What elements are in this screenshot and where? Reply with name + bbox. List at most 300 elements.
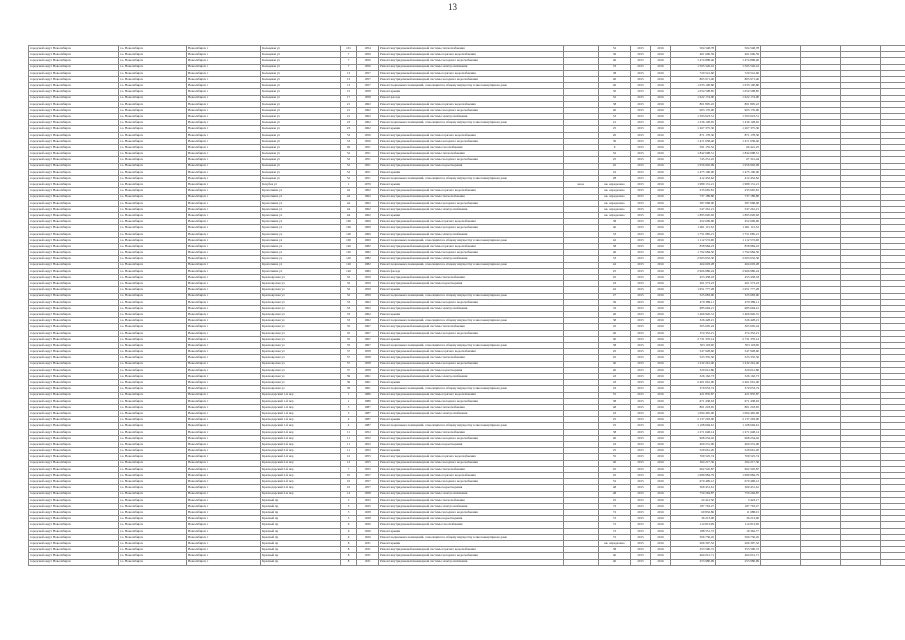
cell-place: Новосибирск г (187, 120, 261, 126)
cell-cost: 903 170,00 (671, 107, 716, 113)
cell-plan-from: 2015 (631, 398, 651, 404)
cell-district: городской округ Новосибирск (29, 151, 119, 157)
cell-year-built: 1962 (357, 305, 379, 311)
cell-city: г.о. Новосибирск (119, 237, 187, 243)
cell-house: 32 (341, 274, 357, 280)
cell-total: 750 294,87 (716, 491, 761, 497)
cell-city: г.о. Новосибирск (119, 448, 187, 454)
cell-city: г.о. Новосибирск (119, 95, 187, 101)
cell-city: г.о. Новосибирск (119, 287, 187, 293)
cell-city: г.о. Новосибирск (119, 70, 187, 76)
cell-total: 1 651 777,28 (716, 287, 761, 293)
cell-work: Ремонт крыши (379, 417, 564, 423)
cell-house: 6 (341, 528, 357, 534)
cell-year-built: 1967 (357, 324, 379, 330)
cell-work: Ремонт внутридомовой инженерной системы холодного водоснабжения (379, 225, 564, 231)
cell-total: 1 792 684,50 (716, 250, 761, 256)
cell-house: 8 (341, 547, 357, 553)
cell-district: городской округ Новосибирск (29, 83, 119, 89)
cell-work: Ремонт подвальных помещений, относящихся к общему имуществу в многоквартирном доме (379, 534, 564, 540)
cell-city: г.о. Новосибирск (119, 460, 187, 466)
cell-cost: 1 565 526,16 (671, 64, 716, 70)
cell-cost: 709 525,74 (671, 454, 716, 460)
cell-year-built: 1957 (357, 76, 379, 82)
cell-plan-from: 2015 (631, 157, 651, 163)
cell-place: Новосибирск г (187, 132, 261, 138)
cell-year-built: 1926 (357, 534, 379, 540)
cell-place: Новосибирск г (187, 200, 261, 206)
cell-total: 11 688,01 (716, 510, 761, 516)
cell-plan-to: 2016 (651, 268, 671, 274)
cell-city: г.о. Новосибирск (119, 244, 187, 250)
cell-city: г.о. Новосибирск (119, 404, 187, 410)
cell-plan-from: 2015 (631, 188, 651, 194)
cell-house: 1 (341, 392, 357, 398)
cell-plan-to: 2016 (651, 299, 671, 305)
cell-street: Кольцевая ул (261, 52, 341, 58)
cell-city: г.о. Новосибирск (119, 380, 187, 386)
cell-plan-to: 2016 (651, 213, 671, 219)
cell-qty: кв. определено (599, 194, 631, 200)
cell-district: городской округ Новосибирск (29, 442, 119, 448)
cell-work: Ремонт подвальных помещений, относящихся к общему имуществу в многоквартирном доме (379, 423, 564, 429)
cell-street: Кольцевая ул (261, 175, 341, 181)
cell-house: 7 (341, 64, 357, 70)
cell-house: 21 (341, 114, 357, 120)
cell-place: Новосибирск г (187, 237, 261, 243)
cell-city: г.о. Новосибирск (119, 225, 187, 231)
cell-plan-to: 2016 (651, 541, 671, 547)
cell-place: Новосибирск г (187, 175, 261, 181)
cell-total: 685 694,21 (716, 305, 761, 311)
cell-district: городской округ Новосибирск (29, 70, 119, 76)
cell-plan-to: 2016 (651, 52, 671, 58)
cell-cost: 745 251,22 (671, 157, 716, 163)
cell-qty: 72 (599, 534, 631, 540)
cell-district: городской округ Новосибирск (29, 64, 119, 70)
cell-qty: кв. определено (599, 206, 631, 212)
cell-year-built: 1962 (357, 107, 379, 113)
cell-plan-to: 2016 (651, 46, 671, 52)
cell-city: г.о. Новосибирск (119, 46, 187, 52)
cell-qty: кв. определено (599, 541, 631, 547)
cell-total: 67 312,44 (716, 157, 761, 163)
cell-cost: 235 665,81 (671, 188, 716, 194)
cell-street: Кольцевая ул (261, 114, 341, 120)
cell-work: Ремонт внутридомовой инженерной системы электроснабжения (379, 305, 564, 311)
cell-work: Ремонт внутридомовой инженерной системы водоотведения (379, 442, 564, 448)
cell-city: г.о. Новосибирск (119, 268, 187, 274)
cell-total: 1 061 115,52 (716, 225, 761, 231)
cell-plan-from: 2015 (631, 404, 651, 410)
cell-work: Ремонт подвальных помещений, относящихся к общему имуществу в многоквартирном доме (379, 262, 564, 268)
cell-qty: 40 (599, 107, 631, 113)
cell-total: 1 474 898,40 (716, 58, 761, 64)
cell-house: 53 (341, 132, 357, 138)
cell-place: Новосибирск г (187, 83, 261, 89)
cell-city: г.о. Новосибирск (119, 58, 187, 64)
cell-plan-to: 2016 (651, 237, 671, 243)
cell-place: Новосибирск г (187, 250, 261, 256)
cell-city: г.о. Новосибирск (119, 145, 187, 151)
cell-place: Новосибирск г (187, 423, 261, 429)
cell-plan-from: 2015 (631, 343, 651, 349)
cell-year-built: 1956 (357, 138, 379, 144)
cell-year-built: 1925 (357, 503, 379, 509)
cell-district: городской округ Новосибирск (29, 361, 119, 367)
cell-cost: 547 261,21 (671, 206, 716, 212)
cell-plan-to: 2016 (651, 472, 671, 478)
cell-plan-from: 2015 (631, 95, 651, 101)
cell-place: Новосибирск г (187, 58, 261, 64)
cell-street: Красноярская ул (261, 355, 341, 361)
cell-cost: 662 545,87 (671, 466, 716, 472)
cell-qty: 48 (599, 491, 631, 497)
cell-street: Красноярская ул (261, 287, 341, 293)
cell-city: г.о. Новосибирск (119, 299, 187, 305)
cell-place: Новосибирск г (187, 349, 261, 355)
cell-house: 106 (341, 219, 357, 225)
cell-place: Новосибирск г (187, 231, 261, 237)
cell-plan-to: 2016 (651, 503, 671, 509)
cell-city: г.о. Новосибирск (119, 312, 187, 318)
cell-work: Ремонт внутридомовой инженерной системы холодного водоснабжения (379, 76, 564, 82)
cell-year-built: 1969 (357, 219, 379, 225)
cell-qty: 48 (599, 485, 631, 491)
cell-year-built: 1982 (357, 244, 379, 250)
cell-city: г.о. Новосибирск (119, 330, 187, 336)
cell-cost: 1 622 174,00 (671, 95, 716, 101)
cell-plan-to: 2016 (651, 64, 671, 70)
cell-plan-from: 2015 (631, 151, 651, 157)
cell-street: Кропоткина ул (261, 250, 341, 256)
cell-district: городской округ Новосибирск (29, 268, 119, 274)
cell-plan-from: 2015 (631, 231, 651, 237)
cell-cost: 720 541,60 (671, 70, 716, 76)
cell-plan-from: 2015 (631, 534, 651, 540)
cell-plan-from: 2015 (631, 435, 651, 441)
cell-qty: 40 (599, 361, 631, 367)
cell-plan-from: 2015 (631, 194, 651, 200)
cell-plan-from: 2015 (631, 305, 651, 311)
cell-total: 305 605,24 (716, 324, 761, 330)
cell-qty: 40 (599, 336, 631, 342)
cell-street: Кольцевая ул (261, 151, 341, 157)
cell-total: 1 895 020,92 (716, 213, 761, 219)
cell-qty: 38 (599, 318, 631, 324)
cell-plan-to: 2016 (651, 262, 671, 268)
cell-total: 412 452,62 (716, 175, 761, 181)
cell-plan-to: 2016 (651, 336, 671, 342)
cell-house: 44 (341, 206, 357, 212)
cell-plan-from: 2015 (631, 503, 651, 509)
cell-plan-to: 2016 (651, 219, 671, 225)
cell-work: Ремонт подвальных помещений, относящихся к общему имуществу в многоквартирном доме (379, 175, 564, 181)
cell-qty: 32 (599, 151, 631, 157)
cell-work: Ремонт внутридомовой инженерной системы холодного водоснабжения (379, 157, 564, 163)
cell-place: Новосибирск г (187, 479, 261, 485)
cell-street: Красный пр (261, 559, 341, 565)
cell-plan-from: 2015 (631, 268, 651, 274)
cell-cost: 387 068,00 (671, 200, 716, 206)
cell-qty: 38 (599, 70, 631, 76)
cell-qty: 25 (599, 423, 631, 429)
cell-qty: 53 (599, 256, 631, 262)
cell-plan-to: 2016 (651, 435, 671, 441)
cell-cost: 453 458,18 (671, 274, 716, 280)
cell-plan-from: 2015 (631, 361, 651, 367)
cell-cost: 304 217,36 (671, 460, 716, 466)
cell-city: г.о. Новосибирск (119, 367, 187, 373)
cell-place: Новосибирск г (187, 343, 261, 349)
cell-city: г.о. Новосибирск (119, 231, 187, 237)
cell-district: городской округ Новосибирск (29, 274, 119, 280)
cell-place: Новосибирск г (187, 541, 261, 547)
cell-district: городской округ Новосибирск (29, 466, 119, 472)
cell-place: Новосибирск г (187, 442, 261, 448)
cell-plan-to: 2016 (651, 95, 671, 101)
cell-cost: 266 397,52 (671, 541, 716, 547)
cell-cost: 1 112 572,00 (671, 237, 716, 243)
cell-street: Красноярская ул (261, 293, 341, 299)
cell-cost: 523 335,56 (671, 355, 716, 361)
cell-place: Новосибирск г (187, 114, 261, 120)
cell-plan-from: 2015 (631, 373, 651, 379)
cell-district: городской округ Новосибирск (29, 58, 119, 64)
cell-street: Кропоткина ул (261, 200, 341, 206)
cell-plan-to: 2016 (651, 83, 671, 89)
cell-plan-from: 2015 (631, 510, 651, 516)
cell-year-built: 1962 (357, 101, 379, 107)
cell-district: городской округ Новосибирск (29, 281, 119, 287)
cell-qty: 33 (599, 64, 631, 70)
cell-work: Ремонт внутридомовой инженерной системы горячего водоснабжения (379, 219, 564, 225)
cell-qty: 22 (599, 169, 631, 175)
cell-plan-to: 2016 (651, 188, 671, 194)
cell-year-built: 1987 (357, 423, 379, 429)
cell-street: Красный пр (261, 503, 341, 509)
cell-cost: 2 966 986,24 (671, 268, 716, 274)
cell-total: 1 056 902,09 (716, 163, 761, 169)
cell-place: Новосибирск г (187, 89, 261, 95)
cell-total: 1 267 375,30 (716, 126, 761, 132)
cell-city: г.о. Новосибирск (119, 411, 187, 417)
cell-year-built: 1952 (357, 429, 379, 435)
cell-year-built: 1962 (357, 194, 379, 200)
cell-plan-to: 2016 (651, 58, 671, 64)
cell-qty: 40 (599, 330, 631, 336)
cell-total: 671 438,63 (716, 398, 761, 404)
cell-city: г.о. Новосибирск (119, 126, 187, 132)
cell-year-built: 1951 (357, 151, 379, 157)
cell-house: 32 (341, 281, 357, 287)
cell-street: Кропоткина ул (261, 268, 341, 274)
cell-plan-to: 2016 (651, 206, 671, 212)
cell-plan-from: 2015 (631, 479, 651, 485)
cell-qty: 40 (599, 460, 631, 466)
cell-work: Ремонт крыши (379, 182, 564, 188)
cell-cost: 400 231,06 (671, 442, 716, 448)
cell-street: Краснодарский 1-й пер (261, 411, 341, 417)
cell-plan-from: 2015 (631, 330, 651, 336)
cell-district: городской округ Новосибирск (29, 101, 119, 107)
cell-cost: 1 236 128,65 (671, 120, 716, 126)
cell-work: Ремонт внутридомовой инженерной системы горячего водоснабжения (379, 472, 564, 478)
cell-cost: 353 590,72 (671, 547, 716, 553)
cell-district: городской округ Новосибирск (29, 534, 119, 540)
cell-plan-from: 2015 (631, 52, 651, 58)
cell-plan-to: 2016 (651, 367, 671, 373)
cell-place: Новосибирск г (187, 330, 261, 336)
cell-city: г.о. Новосибирск (119, 114, 187, 120)
cell-place: Новосибирск г (187, 318, 261, 324)
cell-cost: 2 003 632,30 (671, 256, 716, 262)
cell-house: 23 (341, 126, 357, 132)
cell-total: 2 731 376,14 (716, 336, 761, 342)
cell-house: 7 (341, 52, 357, 58)
cell-district: городской округ Новосибирск (29, 404, 119, 410)
cell-house: 10 (341, 472, 357, 478)
cell-work: Ремонт подвальных помещений, относящихся к общему имуществу в многоквартирном доме (379, 120, 564, 126)
cell-year-built: 1957 (357, 472, 379, 478)
cell-street: Красноярская ул (261, 373, 341, 379)
cell-street: Красный пр (261, 497, 341, 503)
cell-place: Новосибирск г (187, 417, 261, 423)
cell-cost: 1 061 115,52 (671, 225, 716, 231)
cell-total: 114 813,09 (716, 522, 761, 528)
cell-qty: 20 (599, 132, 631, 138)
cell-total: 662 545,87 (716, 466, 761, 472)
cell-city: г.о. Новосибирск (119, 361, 187, 367)
cell-place: Новосибирск г (187, 355, 261, 361)
cell-qty: 38 (599, 244, 631, 250)
cell-qty: 43 (599, 373, 631, 379)
cell-cost: 464 012,71 (671, 553, 716, 559)
cell-plan-from: 2015 (631, 522, 651, 528)
cell-district: городской округ Новосибирск (29, 52, 119, 58)
cell-plan-from: 2015 (631, 138, 651, 144)
cell-total: 1 232 261,40 (716, 361, 761, 367)
cell-street: Кропоткина ул (261, 262, 341, 268)
cell-total: 668 254,42 (716, 435, 761, 441)
cell-street: Кольцевая ул (261, 95, 341, 101)
cell-plan-from: 2015 (631, 324, 651, 330)
cell-work: Ремонт внутридомовой инженерной системы газоснабжения (379, 522, 564, 528)
cell-work: Ремонт внутридомовой инженерной системы теплоснабжения (379, 497, 564, 503)
cell-plan-to: 2016 (651, 138, 671, 144)
cell-total: 266 397,52 (716, 541, 761, 547)
cell-house: 37 (341, 361, 357, 367)
cell-district: городской округ Новосибирск (29, 386, 119, 392)
cell-year-built: 1951 (357, 163, 379, 169)
cell-total: 304 217,36 (716, 460, 761, 466)
cell-plan-from: 2015 (631, 367, 651, 373)
cell-street: Краснодарский 1-й пер (261, 392, 341, 398)
cell-plan-to: 2016 (651, 373, 671, 379)
cell-district: городской округ Новосибирск (29, 429, 119, 435)
cell-district: городской округ Новосибирск (29, 107, 119, 113)
cell-total: 66 441,25 (716, 145, 761, 151)
cell-place: Новосибирск г (187, 268, 261, 274)
cell-qty: 41 (599, 120, 631, 126)
cell-street: Кольцевая ул (261, 64, 341, 70)
cell-qty: кв. определено (599, 182, 631, 188)
cell-district: городской округ Новосибирск (29, 330, 119, 336)
cell-plan-to: 2016 (651, 250, 671, 256)
cell-plan-to: 2016 (651, 132, 671, 138)
cell-cost: 1 989 131,21 (671, 182, 716, 188)
cell-city: г.о. Новосибирск (119, 516, 187, 522)
cell-cost: 1 232 261,40 (671, 361, 716, 367)
cell-plan-to: 2016 (651, 534, 671, 540)
cell-year-built: 1951 (357, 157, 379, 163)
cell-city: г.о. Новосибирск (119, 305, 187, 311)
cell-qty: 40 (599, 83, 631, 89)
cell-place: Новосибирск г (187, 107, 261, 113)
cell-cost: 858 984,23 (671, 244, 716, 250)
cell-city: г.о. Новосибирск (119, 151, 187, 157)
cell-district: городской округ Новосибирск (29, 373, 119, 379)
cell-street: Красноярская ул (261, 367, 341, 373)
cell-work: Ремонт внутридомовой инженерной системы электроснабжения (379, 231, 564, 237)
cell-place: Новосибирск г (187, 293, 261, 299)
cell-street: Красноярская ул (261, 380, 341, 386)
cell-total: 1 094 465,00 (716, 411, 761, 417)
cell-plan-from: 2015 (631, 553, 651, 559)
cell-city: г.о. Новосибирск (119, 107, 187, 113)
cell-house: 13 (341, 70, 357, 76)
cell-work: Ремонт крыши (379, 312, 564, 318)
cell-total: 1 565 526,16 (716, 64, 761, 70)
cell-district: городской округ Новосибирск (29, 380, 119, 386)
cell-city: г.о. Новосибирск (119, 200, 187, 206)
cell-district: городской округ Новосибирск (29, 516, 119, 522)
cell-house: 33 (341, 299, 357, 305)
cell-house: 11 (341, 429, 357, 435)
cell-plan-from: 2015 (631, 58, 651, 64)
cell-qty: кв. определено (599, 188, 631, 194)
cell-year-built: 1958 (357, 491, 379, 497)
cell-total: 19 362,77 (716, 528, 761, 534)
cell-cost: 671 438,63 (671, 398, 716, 404)
cell-work: Ремонт подвальных помещений, относящихся к общему имуществу в многоквартирном доме (379, 293, 564, 299)
cell-house: 32 (341, 293, 357, 299)
cell-street: Краснодарский 2-й пер (261, 435, 341, 441)
cell-house: 3 (341, 497, 357, 503)
cell-house: 44 (341, 213, 357, 219)
cell-district: городской округ Новосибирск (29, 213, 119, 219)
cell-cost: 320 612,86 (671, 367, 716, 373)
cell-place: Новосибирск г (187, 95, 261, 101)
cell-plan-from: 2015 (631, 485, 651, 491)
cell-plan-from: 2015 (631, 336, 651, 342)
cell-qty: 43 (599, 442, 631, 448)
cell-district: городской округ Новосибирск (29, 157, 119, 163)
cell-year-built: 1961 (357, 386, 379, 392)
cell-district: городской округ Новосибирск (29, 76, 119, 82)
cell-total: 670 499,12 (716, 479, 761, 485)
cell-work: Ремонт крыши (379, 89, 564, 95)
cell-cost: 1 651 777,28 (671, 287, 716, 293)
cell-city: г.о. Новосибирск (119, 219, 187, 225)
cell-street: Красноярская ул (261, 318, 341, 324)
cell-place: Новосибирск г (187, 213, 261, 219)
cell-qty: 38 (599, 547, 631, 553)
cell-district: городской округ Новосибирск (29, 169, 119, 175)
cell-house: 11 (341, 448, 357, 454)
cell-plan-from: 2015 (631, 355, 651, 361)
cell-place: Новосибирск г (187, 559, 261, 565)
